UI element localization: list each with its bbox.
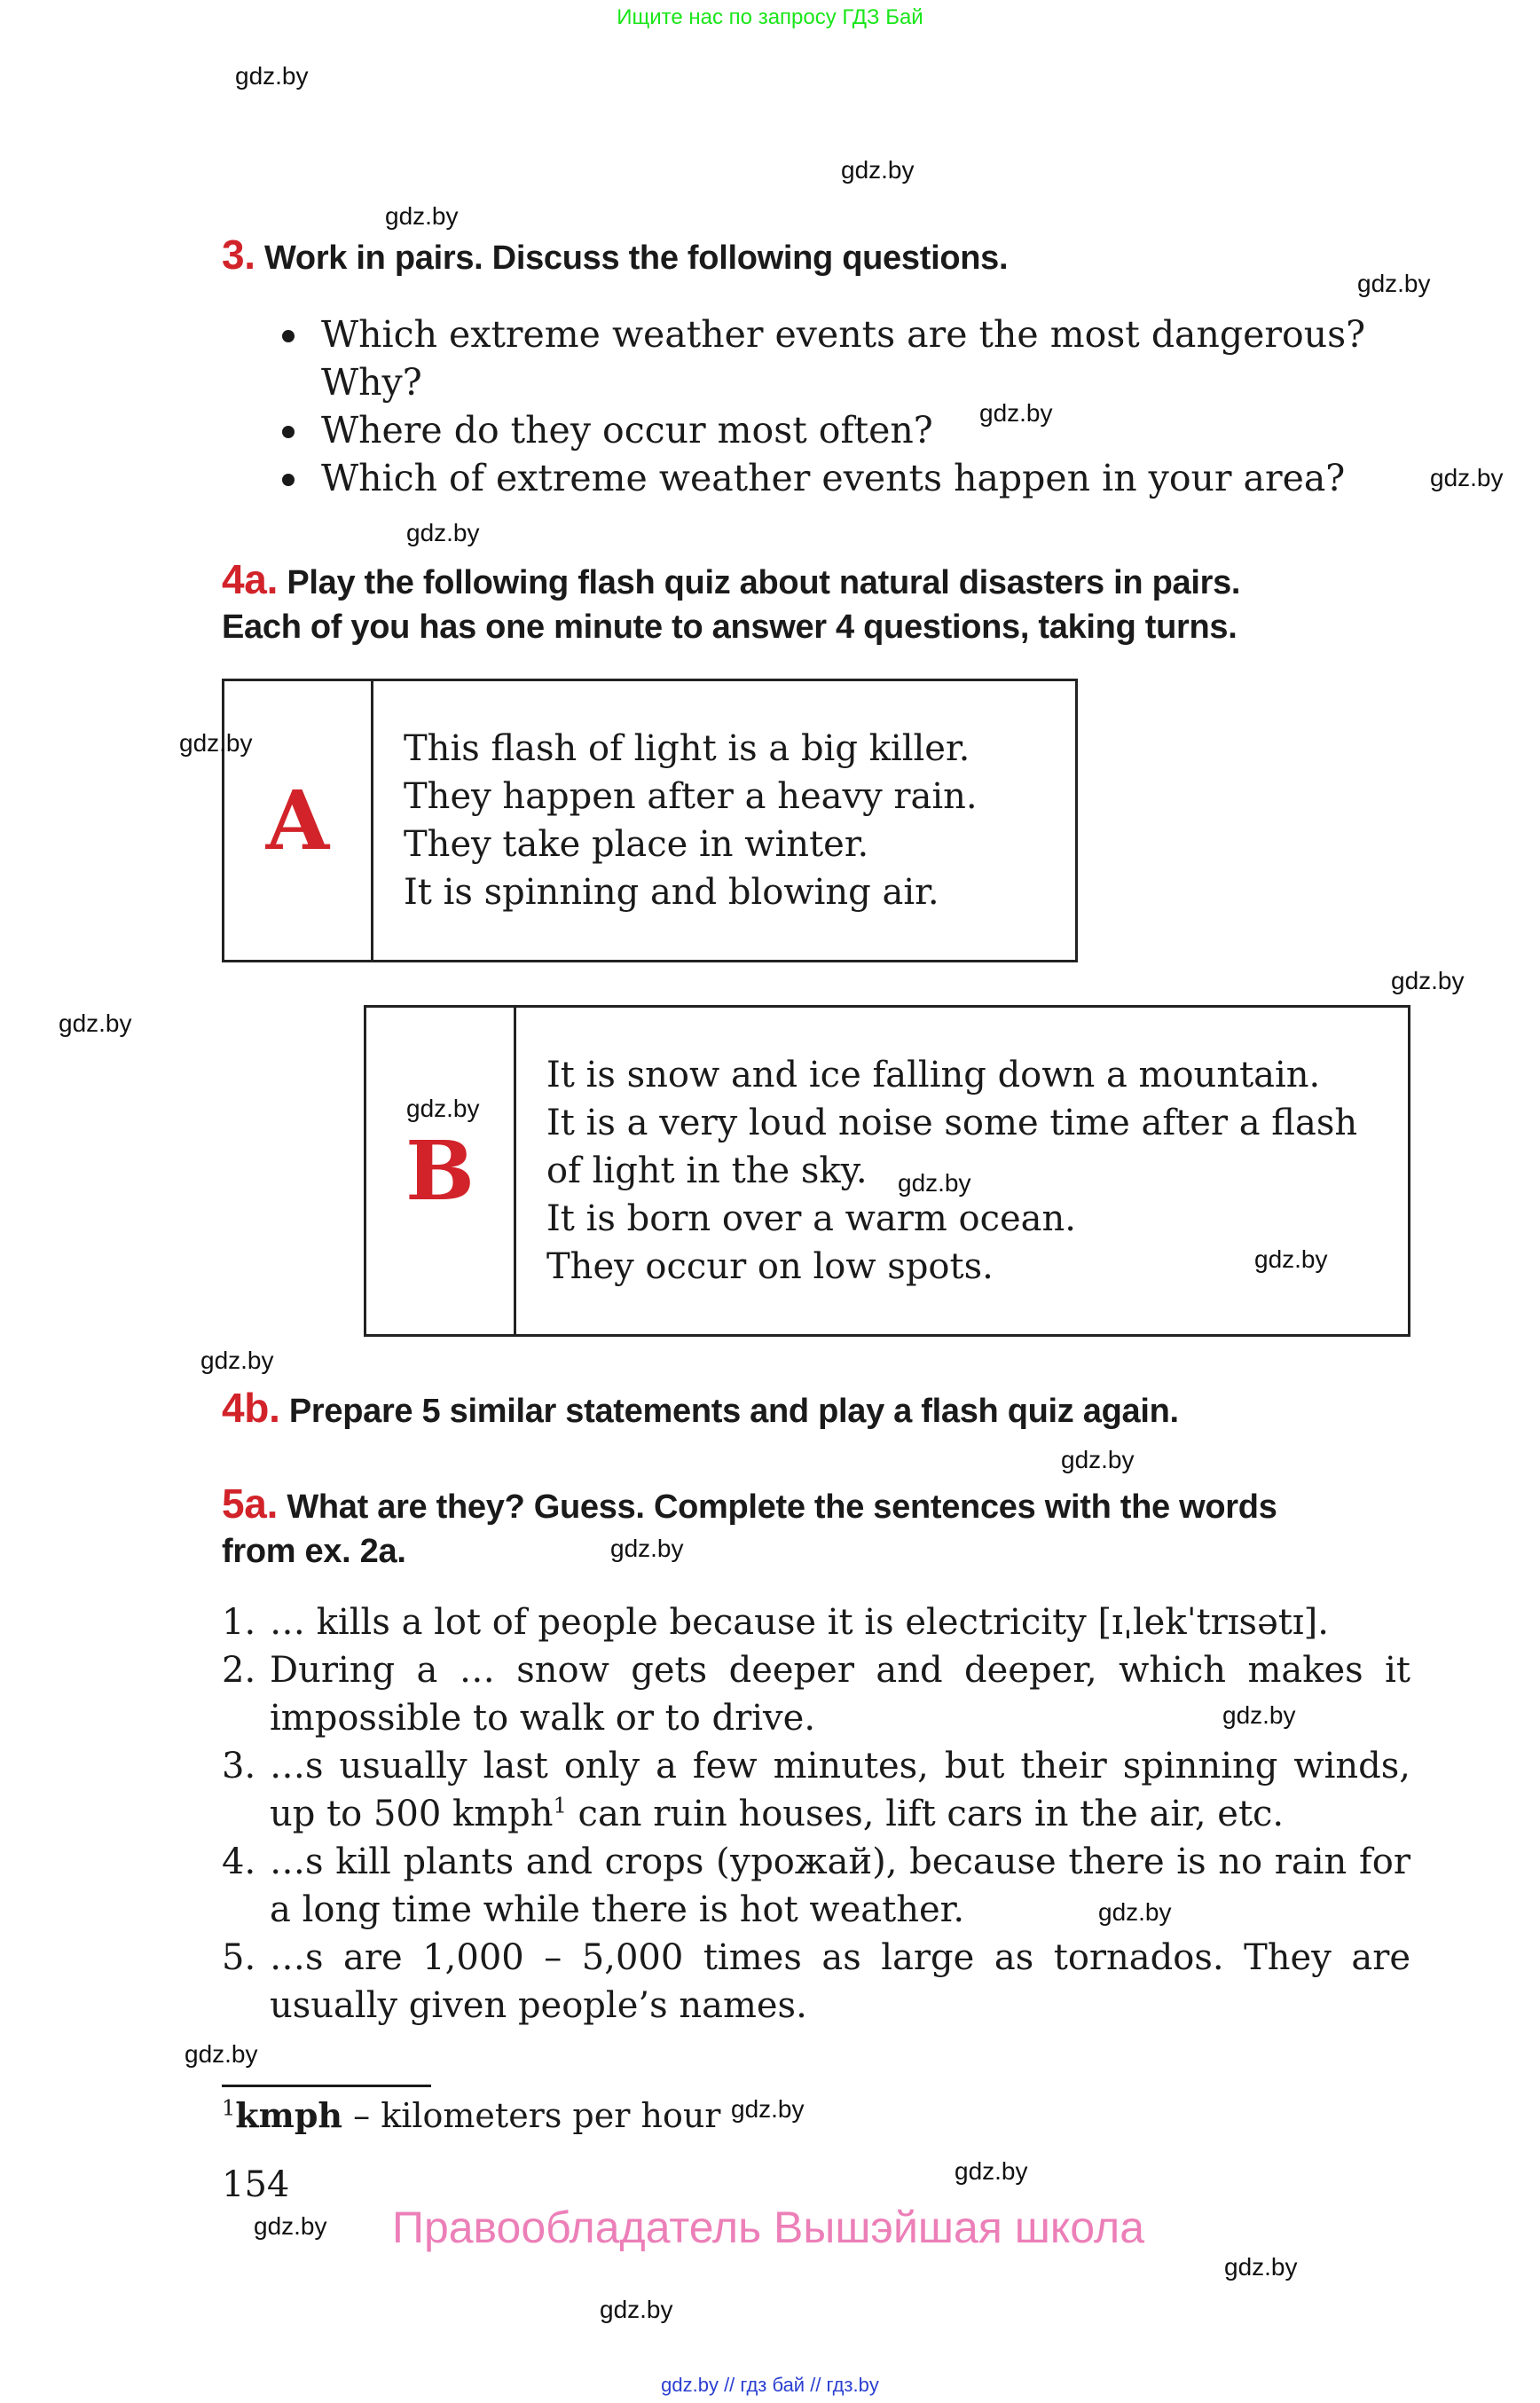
watermark-text: gdz.by [1061, 1446, 1135, 1473]
quiz-statements [373, 681, 978, 960]
watermark-text: gdz.by [1357, 270, 1431, 297]
quiz-letter-cell [366, 1008, 516, 1334]
exercise-4a-heading [222, 557, 1410, 649]
watermark-text: gdz.by [235, 62, 309, 90]
watermark-text: gdz.by [200, 1347, 274, 1374]
watermark-text: gdz.by [600, 2296, 673, 2323]
watermark-text: gdz.by [1098, 1898, 1172, 1926]
sentence-item [222, 1598, 1410, 1646]
watermark-text: gdz.by [955, 2157, 1028, 2185]
quiz-statement: It is snow and ice falling down a mountain. [546, 1055, 1321, 1095]
footnote [222, 2095, 720, 2135]
exercise-instruction-line1: What are they? Guess. Complete the sentences with the words [287, 1488, 1277, 1526]
item-text: …s kill plants and crops (урожай), because there is no rain for a long time while there is hot weather. [270, 1842, 1410, 1930]
item-text-continued: can ruin houses, lift cars in the air, etc. [566, 1794, 1285, 1834]
quiz-letter-cell [224, 681, 373, 960]
footnote-reference[interactable]: 1 [553, 1793, 567, 1818]
footnote-definition: – kilometers per hour [342, 2096, 721, 2135]
item-number: 5. [222, 1937, 256, 1978]
quiz-statement: of light in the sky. [546, 1150, 868, 1191]
quiz-card-b [364, 1005, 1410, 1337]
quiz-statement: This flash of light is a big killer. [404, 728, 970, 769]
exercise-number: 4a. [222, 556, 279, 602]
watermark-text: gdz.by [610, 1535, 684, 1562]
quiz-card-a [222, 679, 1078, 962]
watermark-text: gdz.by [898, 1169, 971, 1197]
watermark-text: gdz.by [406, 1095, 480, 1122]
watermark-text: gdz.by [254, 2212, 327, 2240]
item-number: 3. [222, 1746, 256, 1787]
quiz-statement: It is born over a warm ocean. [546, 1198, 1076, 1239]
quiz-letter: A [265, 773, 330, 868]
quiz-statement: They occur on low spots. [546, 1246, 994, 1287]
watermark-text: gdz.by [1224, 2253, 1298, 2281]
footnote-term: kmph [235, 2095, 343, 2135]
exercise-instruction: Prepare 5 similar statements and play a flash quiz again. [288, 1393, 1179, 1430]
exercise-number: 5a. [222, 1480, 279, 1527]
item-number: 2. [222, 1650, 256, 1691]
sentence-item [222, 1838, 1410, 1934]
watermark-text: gdz.by [185, 2040, 258, 2068]
exercise-3-heading [222, 232, 1008, 280]
item-text: … kills a lot of people because it is electricity [ɪˌlekˈtrɪsətɪ]. [270, 1602, 1329, 1643]
copyright-notice: Правообладатель Вышэйшая школа [392, 2203, 1144, 2252]
footnote-divider [222, 2085, 431, 2087]
exercise-number: 4b. [222, 1385, 280, 1431]
exercise-number: 3. [222, 232, 255, 278]
watermark-text: gdz.by [179, 729, 253, 757]
page-number: 154 [222, 2164, 290, 2205]
quiz-letter: B [405, 1123, 475, 1219]
question-item: Where do they occur most often? [282, 406, 1426, 454]
exercise-4b-heading [222, 1386, 1179, 1433]
footnote-marker: 1 [222, 2095, 236, 2121]
watermark-text: gdz.by [1254, 1245, 1328, 1273]
item-text: …s are 1,000 – 5,000 times as large as tornados. They are usually given people’s names. [270, 1937, 1410, 2026]
watermark-text: gdz.by [1222, 1701, 1296, 1729]
watermark-text: gdz.by [1391, 967, 1465, 994]
exercise-5a-sentence-list [222, 1598, 1410, 2030]
exercise-instruction-line1: Play the following flash quiz about natural disasters in pairs. [287, 564, 1241, 601]
exercise-instruction: Work in pairs. Discuss the following questions. [264, 240, 1009, 277]
bullet-icon [282, 474, 295, 486]
exercise-instruction-line2: from ex. 2a. [222, 1533, 406, 1570]
item-number: 1. [222, 1602, 256, 1643]
item-number: 4. [222, 1842, 256, 1882]
item-text: During a … snow gets deeper and deeper, which makes it impossible to walk or to drive. [270, 1650, 1410, 1739]
watermark-text: gdz.by [1430, 464, 1504, 491]
watermark-text: gdz.by [385, 202, 459, 230]
quiz-statement: They happen after a heavy rain. [404, 776, 978, 817]
watermark-text: gdz.by [406, 519, 480, 546]
top-banner: Ищите нас по запросу ГДЗ Бай [617, 5, 923, 29]
exercise-5a-heading [222, 1481, 1277, 1574]
exercise-3-question-list [282, 310, 1426, 502]
bullet-icon [282, 426, 295, 438]
exercise-instruction-line2: Each of you has one minute to answer 4 questions, taking turns. [222, 609, 1238, 646]
watermark-text: gdz.by [59, 1009, 132, 1037]
sentence-item [222, 1934, 1410, 2030]
bullet-icon [282, 330, 295, 342]
watermark-text: gdz.by [731, 2095, 805, 2123]
quiz-statement: It is spinning and blowing air. [404, 872, 939, 913]
watermark-text: gdz.by [979, 399, 1053, 427]
quiz-statement: They take place in winter. [404, 824, 869, 865]
quiz-statement: It is a very loud noise some time after a flash [546, 1103, 1358, 1143]
question-item: Which of extreme weather events happen in your area? [282, 454, 1426, 502]
sentence-item [222, 1742, 1410, 1838]
watermark-text: gdz.by [841, 156, 915, 184]
item-text: …s usually last only a few minutes, but their spinning winds, up to 500 kmph [270, 1746, 1410, 1834]
bottom-banner-links[interactable]: gdz.by // гдз бай // гдз.by [661, 2374, 879, 2396]
question-item: Which extreme weather events are the most dangerous? Why? [282, 310, 1426, 406]
